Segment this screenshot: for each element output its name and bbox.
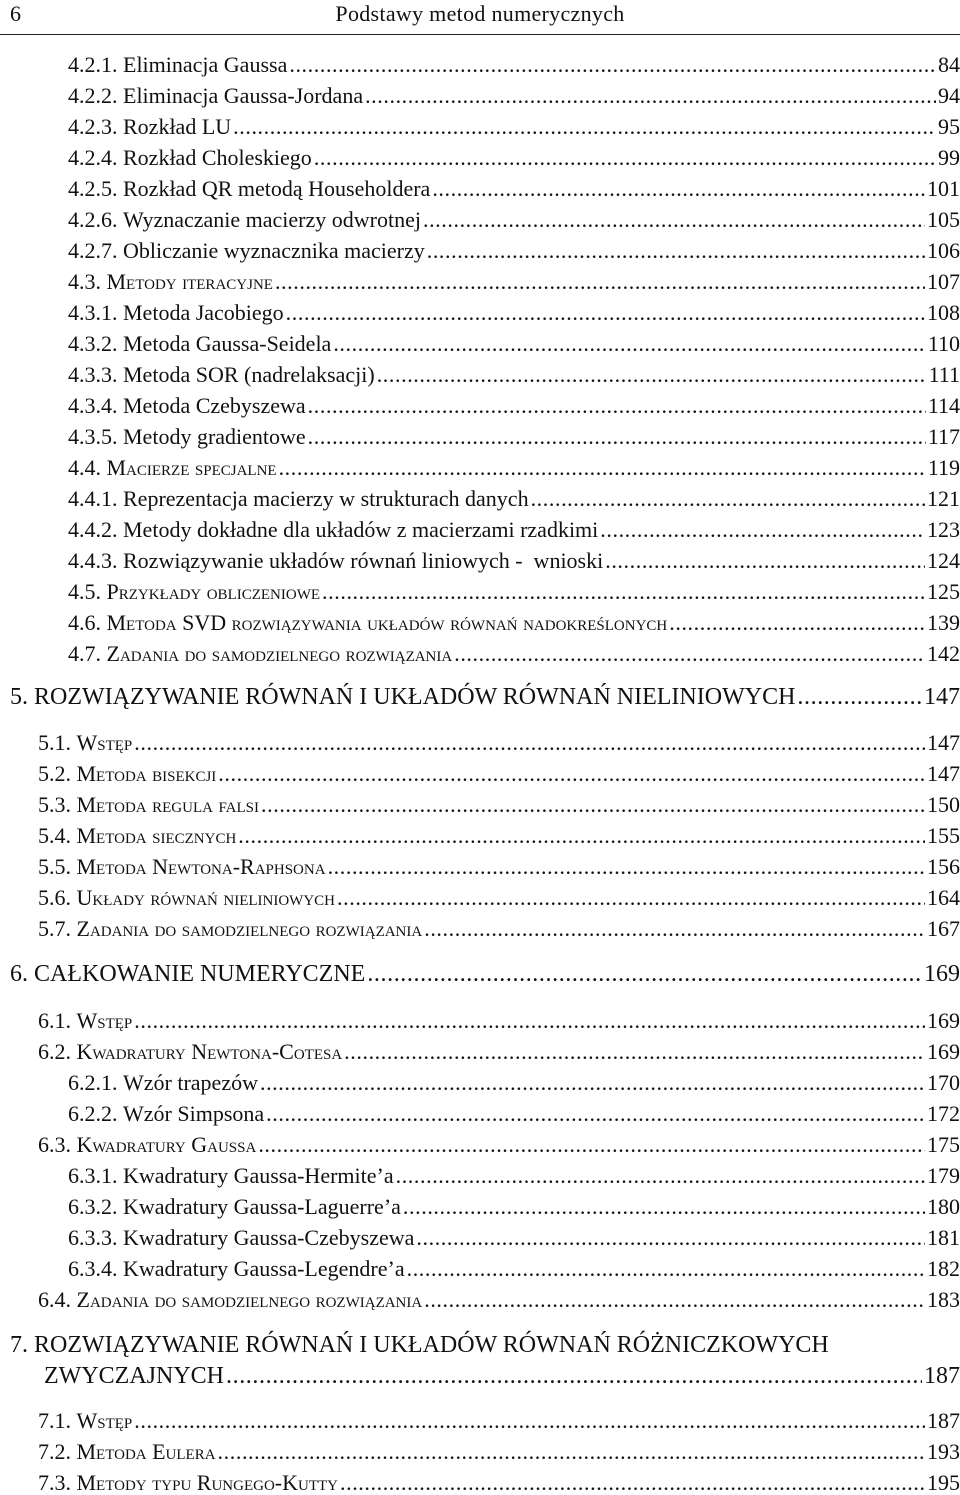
- toc-entry[interactable]: [68, 550, 960, 572]
- toc-entry-number: 4.2.2.: [68, 83, 123, 108]
- toc-entry-page: 155: [927, 823, 960, 848]
- toc-entry-page: 106: [927, 238, 960, 263]
- toc-entry-title: Wstęp: [76, 1408, 133, 1433]
- toc-entry-title: Kwadratury Newtona-Cotesa: [76, 1039, 343, 1064]
- toc-entry[interactable]: [68, 395, 960, 417]
- toc-entry-page: 119: [927, 455, 960, 480]
- toc-entry[interactable]: [68, 488, 960, 510]
- toc-entry-title: Obliczanie wyznacznika macierzy: [123, 238, 425, 263]
- dot-leader: [308, 395, 926, 417]
- toc-entry[interactable]: [38, 1134, 960, 1156]
- toc-entry[interactable]: [38, 1289, 960, 1311]
- toc-entry-page: 183: [927, 1287, 960, 1312]
- toc-entry-page: 187: [927, 1408, 960, 1433]
- toc-entry-number: 4.3.2.: [68, 331, 123, 356]
- toc-entry-number: 4.4.2.: [68, 517, 123, 542]
- toc-entry-number: 6.: [10, 961, 34, 987]
- toc-entry-page: 175: [927, 1132, 960, 1157]
- toc-entry[interactable]: [68, 457, 960, 479]
- toc-entry-number: 5.7.: [38, 916, 77, 941]
- toc-entry-title: ROZWIĄZYWANIE RÓWNAŃ I UKŁADÓW RÓWNAŃ RÓŻNICZKOWYCH: [34, 1332, 829, 1358]
- toc-entry-title: Rozwiązywanie układów równań liniowych - wnioski: [123, 548, 604, 573]
- dot-leader: [365, 85, 936, 107]
- toc-entry-page: 169: [924, 961, 960, 987]
- toc-entry-number: 6.3.4.: [68, 1256, 123, 1281]
- toc-entry-number: 4.3.5.: [68, 424, 123, 449]
- toc-entry-title-continued: ZWYCZAJNYCH: [44, 1363, 224, 1389]
- toc-entry-title: Kwadratury Gaussa: [76, 1132, 257, 1157]
- toc-entry-number: 5.5.: [38, 854, 77, 879]
- toc-entry[interactable]: [68, 1103, 960, 1125]
- dot-leader: [260, 1072, 925, 1094]
- dot-leader: [797, 685, 922, 709]
- toc-entry-title: Wstęp: [76, 1008, 133, 1033]
- toc-entry-number: 7.: [10, 1332, 34, 1358]
- toc-entry-title: Rozkład QR metodą Householdera: [123, 176, 431, 201]
- toc-entry-title: Przykłady obliczeniowe: [106, 579, 321, 604]
- toc-entry-page: 170: [927, 1070, 960, 1095]
- toc-entry[interactable]: [38, 1410, 960, 1432]
- toc-entry-title: Metody typu Rungego-Kutty: [76, 1470, 338, 1495]
- toc-entry[interactable]: [68, 1165, 960, 1187]
- toc-entry[interactable]: [68, 333, 960, 355]
- toc-entry-title: Kwadratury Gaussa-Laguerre’a: [123, 1194, 401, 1219]
- dot-leader: [238, 825, 925, 847]
- toc-entry-number: 4.6.: [68, 610, 107, 635]
- toc-entry-number: 7.1.: [38, 1408, 77, 1433]
- toc-entry-number: 6.1.: [38, 1008, 77, 1033]
- toc-entry[interactable]: [68, 147, 960, 169]
- toc-entry-page: 142: [927, 641, 960, 666]
- dot-leader: [454, 643, 925, 665]
- page-header: [0, 0, 960, 35]
- toc-entry[interactable]: [68, 271, 960, 293]
- dot-leader: [233, 116, 936, 138]
- toc-entry-number: 4.2.7.: [68, 238, 123, 263]
- toc-entry-number: 5.3.: [38, 792, 77, 817]
- toc-entry[interactable]: [68, 116, 960, 138]
- toc-entry-number: 6.3.3.: [68, 1225, 123, 1250]
- toc-entry-number: 6.2.: [38, 1039, 77, 1064]
- dot-leader: [328, 856, 925, 878]
- toc-entry[interactable]: [68, 1196, 960, 1218]
- toc-entry-title: Metoda Eulera: [76, 1439, 216, 1464]
- toc-entry[interactable]: [68, 85, 960, 107]
- toc-entry-page: 180: [927, 1194, 960, 1219]
- dot-leader: [258, 1134, 925, 1156]
- toc-entry-number: 5.: [10, 684, 34, 710]
- toc-entry-number: 4.2.3.: [68, 114, 123, 139]
- toc-entry-page: 147: [924, 684, 960, 710]
- dot-leader: [322, 581, 925, 603]
- toc-entry-page: 105: [927, 207, 960, 232]
- toc-entry-number: 6.3.: [38, 1132, 77, 1157]
- toc-entry[interactable]: [68, 1072, 960, 1094]
- dot-leader: [218, 1441, 925, 1463]
- dot-leader: [416, 1227, 925, 1249]
- toc-entry-page: 147: [927, 761, 960, 786]
- toc-entry-number: 4.2.1.: [68, 52, 123, 77]
- toc-entry-title: Metoda siecznych: [76, 823, 237, 848]
- toc-entry-number: 4.3.3.: [68, 362, 123, 387]
- toc-entry-page: 195: [927, 1470, 960, 1495]
- toc-entry-title: Kwadratury Gaussa-Legendre’a: [123, 1256, 405, 1281]
- toc-entry-title: Metoda bisekcji: [76, 761, 217, 786]
- toc-entry-number: 4.4.3.: [68, 548, 123, 573]
- toc-entry-page: 101: [927, 176, 960, 201]
- dot-leader: [289, 54, 936, 76]
- toc-entry-page: 187: [924, 1363, 960, 1389]
- toc-entry[interactable]: [68, 643, 960, 665]
- dot-leader: [134, 732, 925, 754]
- dot-leader: [266, 1103, 925, 1125]
- toc-entry[interactable]: [68, 364, 960, 386]
- dot-leader: [531, 488, 925, 510]
- toc-entry-title: Wyznaczanie macierzy odwrotnej: [123, 207, 421, 232]
- toc-entry-page: 110: [927, 331, 960, 356]
- toc-entry-number: 4.2.6.: [68, 207, 123, 232]
- toc-entry-number: 5.1.: [38, 730, 77, 755]
- toc-entry[interactable]: [10, 685, 960, 709]
- toc-entry-title: Kwadratury Gaussa-Hermite’a: [123, 1163, 394, 1188]
- toc-entry-title: Metoda Newtona-Raphsona: [76, 854, 326, 879]
- toc-entry-title: Metody gradientowe: [123, 424, 306, 449]
- dot-leader: [424, 918, 925, 940]
- toc-entry[interactable]: [38, 1441, 960, 1463]
- toc-entry-page: 193: [927, 1439, 960, 1464]
- toc-entry-page: 84: [938, 52, 960, 77]
- toc-entry-page: 94: [938, 83, 960, 108]
- toc-entry[interactable]: [68, 54, 960, 76]
- page-number: 6: [10, 1, 21, 26]
- toc-entry-title: Metody dokładne dla układów z macierzami rzadkimi: [123, 517, 599, 542]
- toc-entry-title: Zadania do samodzielnego rozwiązania: [106, 641, 453, 666]
- toc-entry-page: 150: [927, 792, 960, 817]
- toc-entry-number: 6.4.: [38, 1287, 77, 1312]
- toc-entry-number: 4.4.1.: [68, 486, 123, 511]
- toc-entry[interactable]: [38, 918, 960, 940]
- toc-entry-page: 114: [927, 393, 960, 418]
- dot-leader: [396, 1165, 925, 1187]
- dot-leader: [279, 457, 926, 479]
- toc-entry-title: Eliminacja Gaussa-Jordana: [123, 83, 364, 108]
- toc-entry[interactable]: [68, 1258, 960, 1280]
- dot-leader: [134, 1410, 925, 1432]
- toc-entry-number: 4.4.: [68, 455, 107, 480]
- dot-leader: [218, 763, 925, 785]
- toc-entry-number: 4.3.: [68, 269, 107, 294]
- toc-entry-number: 4.3.1.: [68, 300, 123, 325]
- toc-entry[interactable]: [68, 612, 960, 634]
- running-title: Podstawy metod numerycznych: [335, 1, 625, 26]
- toc-entry[interactable]: [10, 962, 960, 986]
- toc-entry[interactable]: [38, 794, 960, 816]
- dot-leader: [134, 1010, 925, 1032]
- dot-leader: [226, 1364, 922, 1388]
- toc-entry-title: Metoda Czebyszewa: [123, 393, 306, 418]
- toc-entry-page: 108: [927, 300, 960, 325]
- toc-entry-number: 4.2.4.: [68, 145, 123, 170]
- toc-entry-title: Wzór trapezów: [123, 1070, 258, 1095]
- dot-leader: [333, 333, 925, 355]
- toc-entry[interactable]: [38, 1041, 960, 1063]
- toc-entry[interactable]: [68, 426, 960, 448]
- dot-leader: [275, 271, 925, 293]
- dot-leader: [424, 1289, 925, 1311]
- toc-entry-page: 179: [927, 1163, 960, 1188]
- dot-leader: [367, 962, 922, 986]
- toc-entry-title: Macierze specjalne: [106, 455, 277, 480]
- dot-leader: [403, 1196, 925, 1218]
- toc-entry-number: 5.2.: [38, 761, 77, 786]
- toc-entry[interactable]: [68, 1227, 960, 1249]
- dot-leader: [286, 302, 925, 324]
- toc-entry-page: 182: [927, 1256, 960, 1281]
- dot-leader: [261, 794, 925, 816]
- toc-entry-title: Układy równań nieliniowych: [76, 885, 336, 910]
- toc-entry-page: 139: [927, 610, 960, 635]
- toc-entry-page: 124: [927, 548, 960, 573]
- dot-leader: [308, 426, 926, 448]
- toc-entry-number: 4.3.4.: [68, 393, 123, 418]
- toc-entry-title: Zadania do samodzielnego rozwiązania: [76, 1287, 423, 1312]
- dot-leader: [407, 1258, 925, 1280]
- toc-entry-title: ROZWIĄZYWANIE RÓWNAŃ I UKŁADÓW RÓWNAŃ NIELINIOWYCH: [34, 684, 796, 710]
- toc-entry[interactable]: [38, 1010, 960, 1032]
- toc-entry[interactable]: [44, 1364, 960, 1388]
- toc-entry-number: 6.2.1.: [68, 1070, 123, 1095]
- toc-entry[interactable]: [38, 732, 960, 754]
- toc-entry[interactable]: [68, 519, 960, 541]
- toc-entry-page: 167: [927, 916, 960, 941]
- toc-entry-number: 4.2.5.: [68, 176, 123, 201]
- toc-entry-title: Wstęp: [76, 730, 133, 755]
- toc-entry[interactable]: [10, 1333, 829, 1357]
- dot-leader: [344, 1041, 925, 1063]
- toc-entry-title: Reprezentacja macierzy w strukturach danych: [123, 486, 529, 511]
- dot-leader: [337, 887, 925, 909]
- toc-entry-title: Rozkład Choleskiego: [123, 145, 312, 170]
- toc-entry-title: Metoda SOR (nadrelaksacji): [123, 362, 375, 387]
- dot-leader: [427, 240, 925, 262]
- toc-entry-title: Wzór Simpsona: [123, 1101, 265, 1126]
- dot-leader: [314, 147, 936, 169]
- toc-entry[interactable]: [68, 302, 960, 324]
- toc-entry-title: Eliminacja Gaussa: [123, 52, 288, 77]
- dot-leader: [423, 209, 925, 231]
- toc-entry-number: 5.6.: [38, 885, 77, 910]
- toc-entry-number: 4.5.: [68, 579, 107, 604]
- toc-entry-number: 6.3.1.: [68, 1163, 123, 1188]
- toc-entry-title: Kwadratury Gaussa-Czebyszewa: [123, 1225, 415, 1250]
- toc-entry-title: Metoda Gaussa-Seidela: [123, 331, 332, 356]
- toc-entry-title: Rozkład LU: [123, 114, 232, 139]
- dot-leader: [377, 364, 927, 386]
- dot-leader: [605, 550, 925, 572]
- toc-entry-page: 123: [927, 517, 960, 542]
- toc-entry[interactable]: [68, 581, 960, 603]
- toc-entry[interactable]: [38, 825, 960, 847]
- toc-entry[interactable]: [38, 887, 960, 909]
- toc-entry-page: 169: [927, 1039, 960, 1064]
- dot-leader: [600, 519, 925, 541]
- toc-entry[interactable]: [38, 856, 960, 878]
- toc-entry-title: Metoda Jacobiego: [123, 300, 284, 325]
- toc-entry-page: 172: [927, 1101, 960, 1126]
- toc-entry-page: 181: [927, 1225, 960, 1250]
- toc-entry-number: 4.7.: [68, 641, 107, 666]
- toc-entry-page: 95: [938, 114, 960, 139]
- dot-leader: [340, 1472, 925, 1494]
- toc-entry-title: CAŁKOWANIE NUMERYCZNE: [34, 961, 366, 987]
- toc-entry-page: 121: [927, 486, 960, 511]
- toc-entry-title: Metody iteracyjne: [106, 269, 273, 294]
- toc-entry-title: Metoda regula falsi: [76, 792, 260, 817]
- toc-entry[interactable]: [68, 209, 960, 231]
- toc-entry-page: 125: [927, 579, 960, 604]
- toc-entry-page: 164: [927, 885, 960, 910]
- toc-entry[interactable]: [68, 178, 960, 200]
- toc-entry-page: 117: [927, 424, 960, 449]
- toc-entry-page: 107: [927, 269, 960, 294]
- toc-entry-page: 99: [938, 145, 960, 170]
- toc-entry-number: 6.3.2.: [68, 1194, 123, 1219]
- toc-entry[interactable]: [68, 240, 960, 262]
- toc-entry-page: 169: [927, 1008, 960, 1033]
- toc-entry-title: Zadania do samodzielnego rozwiązania: [76, 916, 423, 941]
- toc-entry-number: 5.4.: [38, 823, 77, 848]
- toc-entry-number: 6.2.2.: [68, 1101, 123, 1126]
- toc-entry-title: Metoda SVD rozwiązywania układów równań nadokreślonych: [106, 610, 668, 635]
- toc-entry-page: 156: [927, 854, 960, 879]
- toc-entry-number: 7.3.: [38, 1470, 77, 1495]
- toc-entry-page: 111: [928, 362, 960, 387]
- toc-entry[interactable]: [38, 1472, 960, 1494]
- toc-entry-number: 7.2.: [38, 1439, 77, 1464]
- toc-entry-page: 147: [927, 730, 960, 755]
- toc-entry[interactable]: [38, 763, 960, 785]
- dot-leader: [432, 178, 925, 200]
- dot-leader: [669, 612, 925, 634]
